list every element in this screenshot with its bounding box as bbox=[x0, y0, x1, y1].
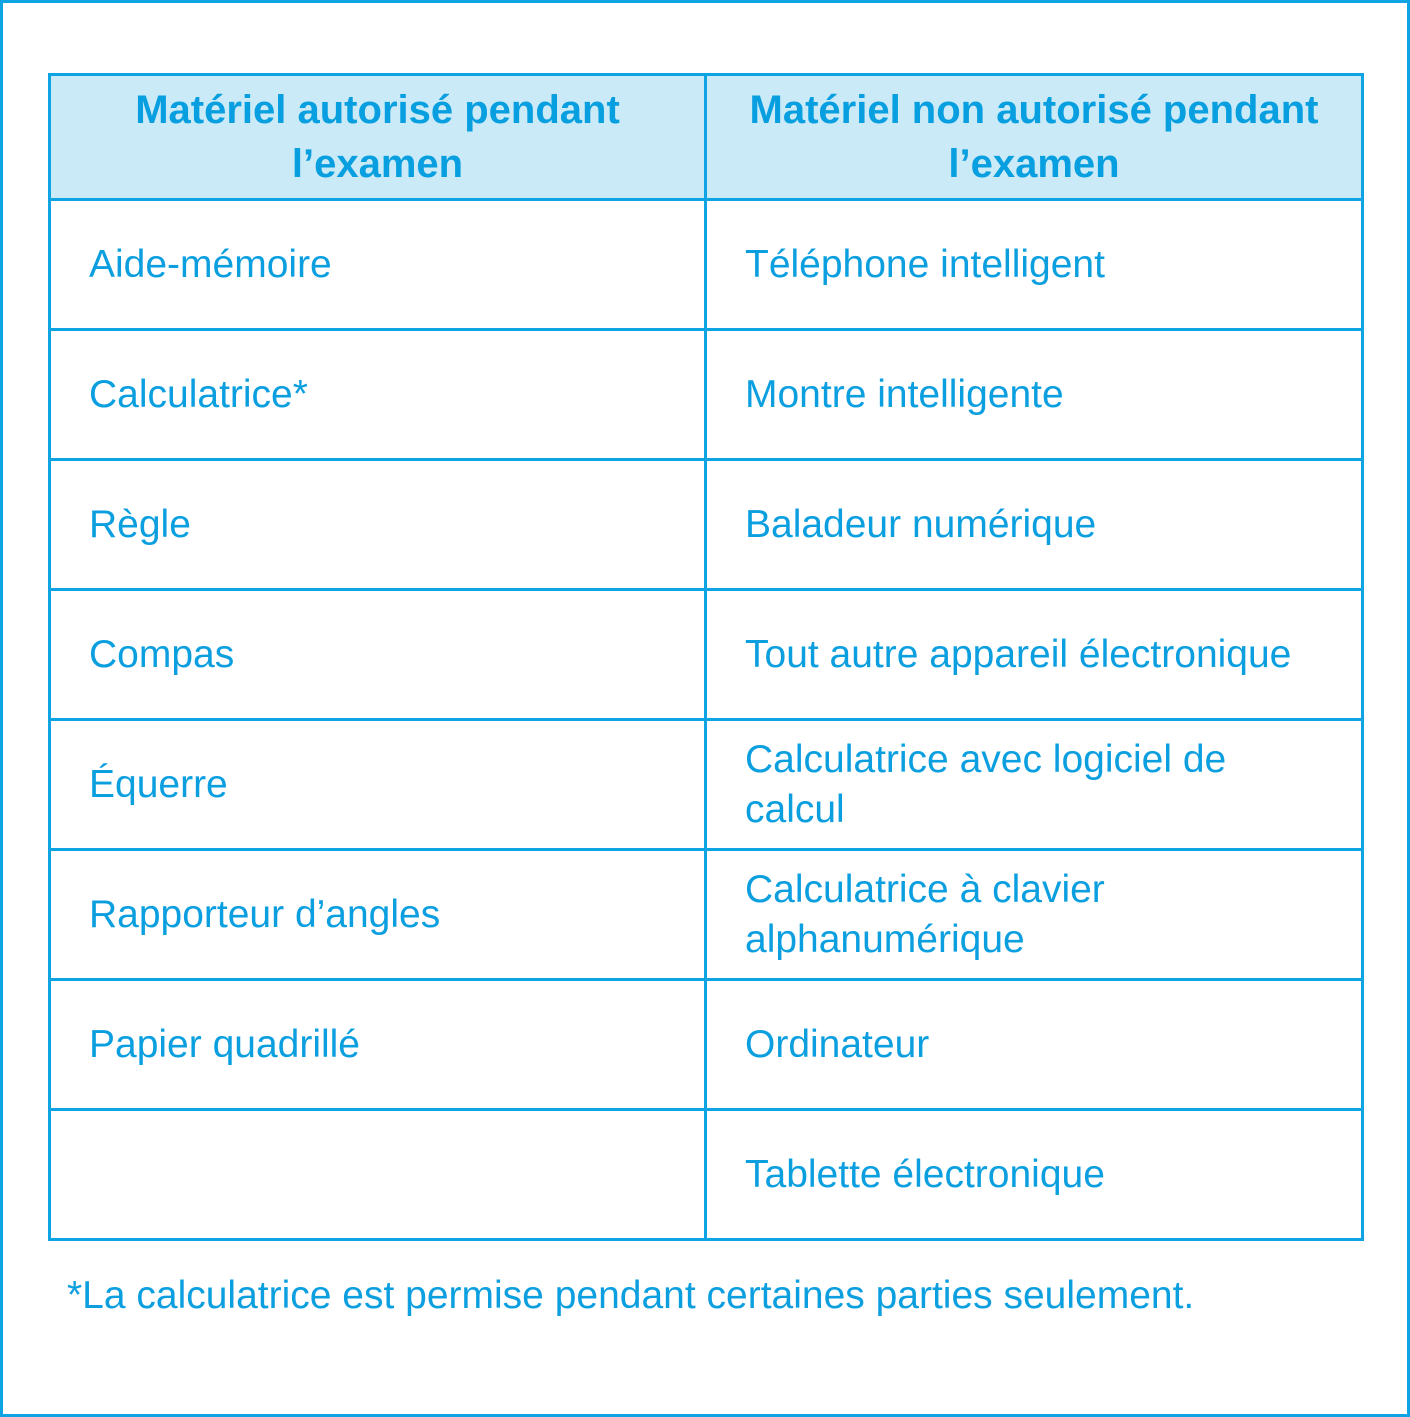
allowed-cell: Papier quadrillé bbox=[50, 980, 706, 1110]
not-allowed-cell: Tout autre appareil électronique bbox=[706, 590, 1363, 720]
allowed-cell: Compas bbox=[50, 590, 706, 720]
allowed-cell bbox=[50, 1110, 706, 1240]
not-allowed-cell: Calculatrice avec logiciel de calcul bbox=[706, 720, 1363, 850]
not-allowed-cell: Téléphone intelligent bbox=[706, 200, 1363, 330]
table-row bbox=[50, 980, 1363, 1110]
table-row bbox=[50, 1110, 1363, 1240]
table-row bbox=[50, 200, 1363, 330]
allowed-cell: Équerre bbox=[50, 720, 706, 850]
table-header-row bbox=[50, 75, 1363, 200]
table-row bbox=[50, 330, 1363, 460]
header-allowed: Matériel autorisé pendant l’examen bbox=[50, 75, 706, 200]
table-row bbox=[50, 590, 1363, 720]
allowed-cell: Règle bbox=[50, 460, 706, 590]
not-allowed-cell: Baladeur numérique bbox=[706, 460, 1363, 590]
allowed-cell: Rapporteur d’angles bbox=[50, 850, 706, 980]
table-row bbox=[50, 460, 1363, 590]
exam-materials-table bbox=[48, 73, 1364, 1241]
not-allowed-cell: Montre intelligente bbox=[706, 330, 1363, 460]
not-allowed-cell: Calculatrice à clavier alphanumérique bbox=[706, 850, 1363, 980]
not-allowed-cell: Tablette électronique bbox=[706, 1110, 1363, 1240]
header-not-allowed: Matériel non autorisé pendant l’examen bbox=[706, 75, 1363, 200]
table-row bbox=[50, 850, 1363, 980]
allowed-cell: Aide-mémoire bbox=[50, 200, 706, 330]
table-row bbox=[50, 720, 1363, 850]
footnote: *La calculatrice est permise pendant certaines parties seulement. bbox=[67, 1274, 1195, 1317]
not-allowed-cell: Ordinateur bbox=[706, 980, 1363, 1110]
allowed-cell: Calculatrice* bbox=[50, 330, 706, 460]
